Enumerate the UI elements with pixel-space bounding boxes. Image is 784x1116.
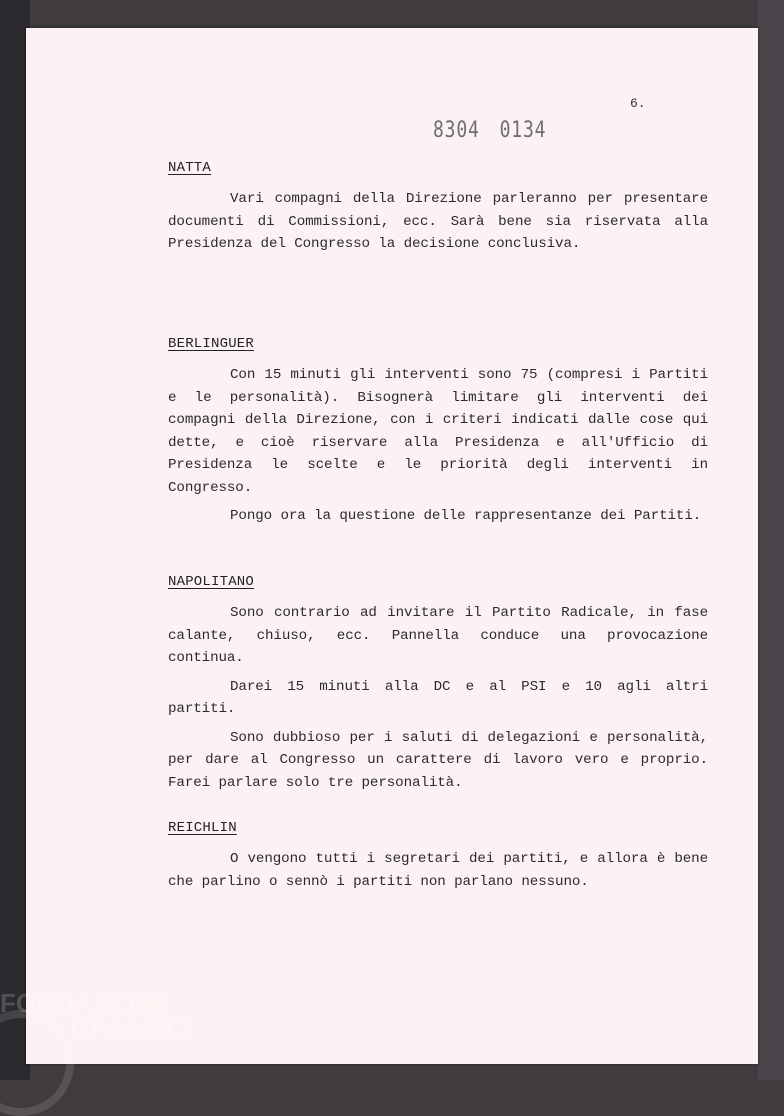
watermark-line: GRAMSCI <box>70 1014 193 1044</box>
paragraph: Con 15 minuti gli interventi sono 75 (compresi i Partiti e le personalità). Bisognerà limitare gli interventi dei compagni della Direzione, con i criteri indicati dalle cose qui dette, e cioè riservare alla Presidenza e all'Ufficio di Presidenza le scelte e le priorità degli interventi in Congresso. <box>168 367 708 496</box>
speaker-name: BERLINGUER <box>168 336 255 352</box>
background-right-edge <box>758 0 784 1080</box>
archive-stamp: 8304 0134 <box>433 118 547 143</box>
speaker-name: NATTA <box>168 160 212 176</box>
paragraph: Sono contrario ad invitare il Partito Radicale, in fase calante, chiuso, ecc. Pannella conduce una provocazione continua. <box>168 605 708 666</box>
paragraph: O vengono tutti i segretari dei partiti, e allora è bene che parlino o sennò i partiti non parlano nessuno. <box>168 851 708 890</box>
section-reichlin <box>168 820 708 899</box>
section-berlinguer <box>168 336 708 534</box>
paragraph: Darei 15 minuti alla DC e al PSI e 10 agli altri partiti. <box>168 678 708 717</box>
speaker-name: NAPOLITANO <box>168 574 255 590</box>
section-natta <box>168 160 708 262</box>
page-number: 6. <box>630 96 646 111</box>
speaker-name: REICHLIN <box>168 820 237 836</box>
paragraph: Vari compagni della Direzione parleranno per presentare documenti di Commissioni, ecc. Sarà bene sia riservata alla Presidenza del Congresso la decisione conclusiva. <box>168 191 708 252</box>
watermark-line: FONDAZIONE <box>0 988 172 1018</box>
paragraph: Sono dubbioso per i saluti di delegazioni e personalità, per dare al Congresso un carattere di lavoro vero e proprio. Farei parlare solo tre personalità. <box>168 729 708 791</box>
watermark <box>0 990 193 1042</box>
paragraph: Pongo ora la questione delle rappresentanze dei Partiti. <box>230 508 702 524</box>
section-napolitano <box>168 574 708 800</box>
